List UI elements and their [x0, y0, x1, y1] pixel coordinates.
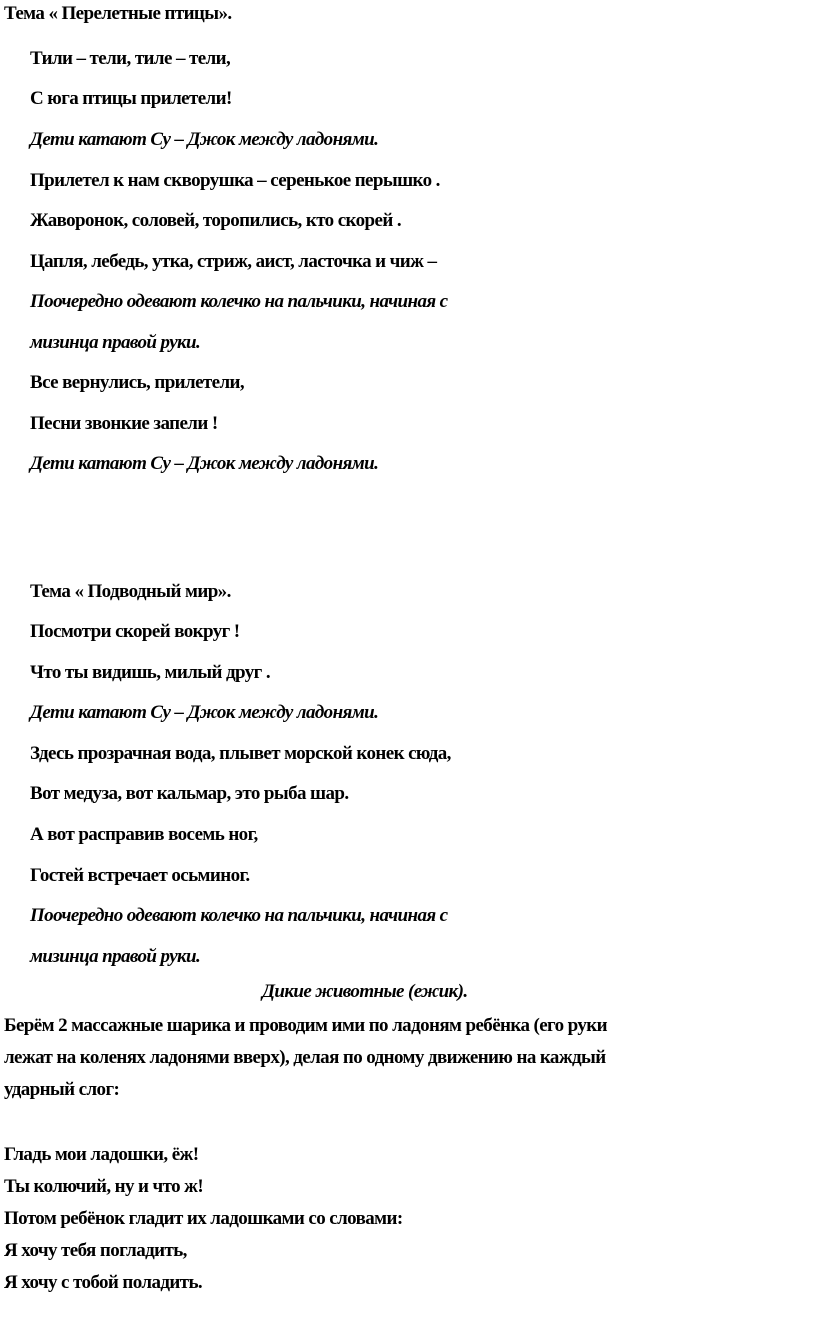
verse-line: Вот медуза, вот кальмар, это рыба шар.	[30, 783, 349, 804]
paragraph-line: ударный слог:	[4, 1079, 120, 1100]
paragraph-line: Потом ребёнок гладит их ладошками со словами:	[4, 1208, 403, 1229]
verse-line: Ты колючий, ну и что ж!	[4, 1176, 204, 1197]
verse-line: Гостей встречает осьминог.	[30, 865, 250, 886]
verse-line: Я хочу тебя погладить,	[4, 1240, 187, 1261]
section-title: Тема « Подводный мир».	[30, 581, 231, 602]
instruction-line: мизинца правой руки.	[30, 332, 201, 353]
instruction-line: Дети катают Су – Джок между ладонями.	[30, 453, 379, 474]
verse-line: А вот расправив восемь ног,	[30, 824, 258, 845]
instruction-line: Дети катают Су – Джок между ладонями.	[30, 129, 379, 150]
verse-line: С юга птицы прилетели!	[30, 88, 232, 109]
verse-line: Песни звонкие запели !	[30, 413, 218, 434]
verse-line: Здесь прозрачная вода, плывет морской конек сюда,	[30, 743, 451, 764]
verse-line: Все вернулись, прилетели,	[30, 372, 245, 393]
verse-line: Цапля, лебедь, утка, стриж, аист, ласточка и чиж –	[30, 251, 437, 272]
verse-line: Гладь мои ладошки, ёж!	[4, 1144, 199, 1165]
instruction-line: мизинца правой руки.	[30, 946, 201, 967]
verse-line: Что ты видишь, милый друг .	[30, 662, 270, 683]
verse-line: Посмотри скорей вокруг !	[30, 621, 240, 642]
paragraph-line: лежат на коленях ладонями вверх), делая по одному движению на каждый	[4, 1047, 606, 1068]
instruction-line: Поочередно одевают колечко на пальчики, начиная с	[30, 291, 448, 312]
section-title: Дикие животные (ежик).	[262, 981, 468, 1002]
instruction-line: Дети катают Су – Джок между ладонями.	[30, 702, 379, 723]
paragraph-line: Берём 2 массажные шарика и проводим ими по ладоням ребёнка (его руки	[4, 1015, 607, 1036]
instruction-line: Поочередно одевают колечко на пальчики, начиная с	[30, 905, 448, 926]
verse-line: Жаворонок, соловей, торопились, кто скорей .	[30, 210, 402, 231]
verse-line: Я хочу с тобой поладить.	[4, 1272, 203, 1293]
verse-line: Прилетел к нам скворушка – серенькое перышко .	[30, 170, 440, 191]
verse-line: Тили – тели, тиле – тели,	[30, 48, 231, 69]
section-title: Тема « Перелетные птицы».	[4, 3, 232, 24]
